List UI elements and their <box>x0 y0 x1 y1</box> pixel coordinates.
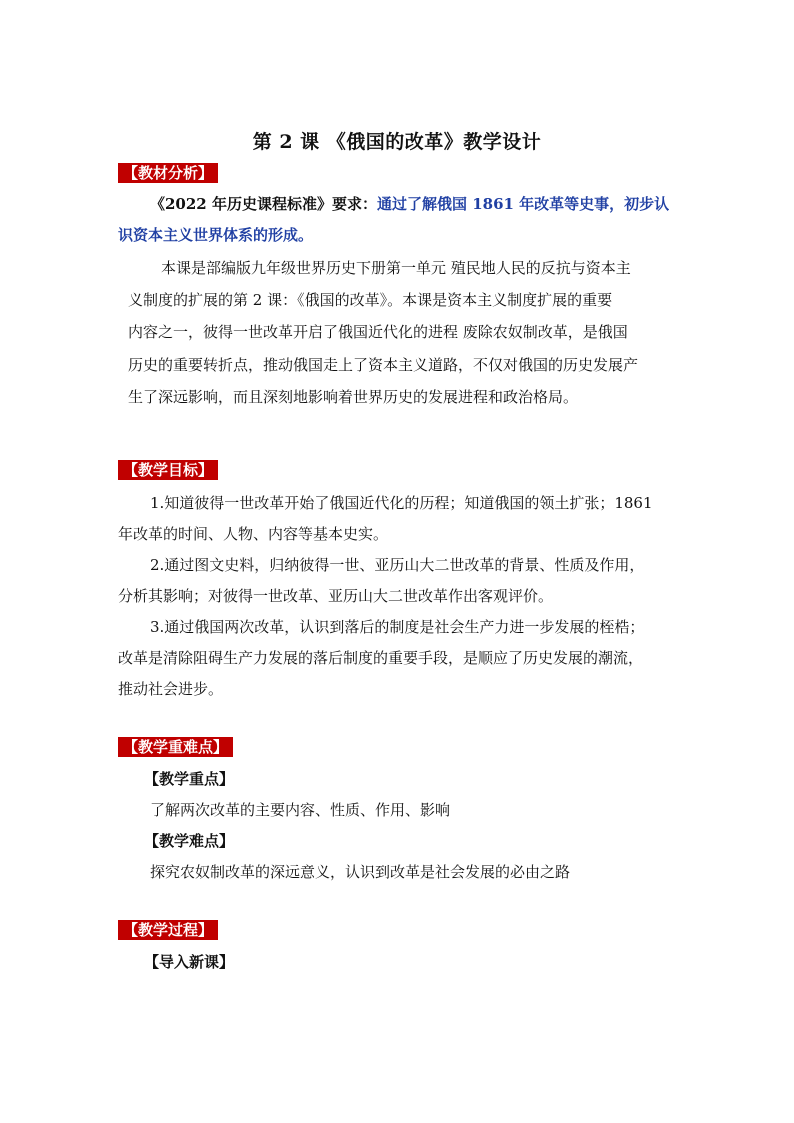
section-tag-teaching-objectives: 【教学目标】 <box>118 460 218 480</box>
objective-line: 年改革的时间、人物、内容等基本史实。 <box>118 525 389 543</box>
teaching-focus-label: 【教学重点】 <box>144 770 235 788</box>
analysis-paragraph-line: 内容之一，彼得一世改革开启了俄国近代化的进程 废除农奴制改革，是俄国 <box>128 323 628 341</box>
curriculum-requirement-highlight-2: 识资本主义世界体系的形成。 <box>118 226 314 244</box>
objective-line: 1.知道彼得一世改革开始了俄国近代化的历程；知道俄国的领土扩张；1861 <box>150 494 653 512</box>
analysis-paragraph-line: 历史的重要转折点，推动俄国走上了资本主义道路，不仅对俄国的历史发展产 <box>128 356 639 374</box>
teaching-focus-text: 了解两次改革的主要内容、性质、作用、影响 <box>150 801 451 819</box>
intro-new-lesson-label: 【导入新课】 <box>144 953 235 971</box>
curriculum-requirement-line-2 <box>118 224 313 246</box>
analysis-paragraph-line: 义制度的扩展的第 2 课：《俄国的改革》。本课是资本主义制度扩展的重要 <box>128 291 613 309</box>
page-title: 第 2 课 《俄国的改革》教学设计 <box>252 131 542 153</box>
curriculum-requirement-highlight-1: 通过了解俄国 1861 年改革等史事，初步认 <box>376 195 670 213</box>
curriculum-requirement-line-1 <box>150 193 669 215</box>
section-tag-textbook-analysis: 【教材分析】 <box>118 163 218 183</box>
objective-line: 3.通过俄国两次改革，认识到落后的制度是社会生产力进一步发展的桎梏； <box>150 618 645 636</box>
objective-line: 改革是清除阻碍生产力发展的落后制度的重要手段，是顺应了历史发展的潮流， <box>118 649 644 667</box>
curriculum-requirement-lead: 《2022 年历史课程标准》要求： <box>150 195 377 213</box>
section-tag-teaching-process: 【教学过程】 <box>118 920 218 940</box>
teaching-difficulty-label: 【教学难点】 <box>144 832 235 850</box>
section-tag-key-difficult-points: 【教学重难点】 <box>118 737 233 757</box>
teaching-difficulty-text: 探究农奴制改革的深远意义，认识到改革是社会发展的必由之路 <box>150 863 571 881</box>
objective-line: 2.通过图文史料，归纳彼得一世、亚历山大二世改革的背景、性质及作用， <box>150 556 645 574</box>
objective-line: 推动社会进步。 <box>118 680 224 698</box>
analysis-paragraph-line: 本课是部编版九年级世界历史下册第一单元 殖民地人民的反抗与资本主 <box>161 259 631 277</box>
objective-line: 分析其影响；对彼得一世改革、亚历山大二世改革作出客观评价。 <box>118 587 554 605</box>
analysis-paragraph-line: 生了深远影响，而且深刻地影响着世界历史的发展进程和政治格局。 <box>128 388 579 406</box>
